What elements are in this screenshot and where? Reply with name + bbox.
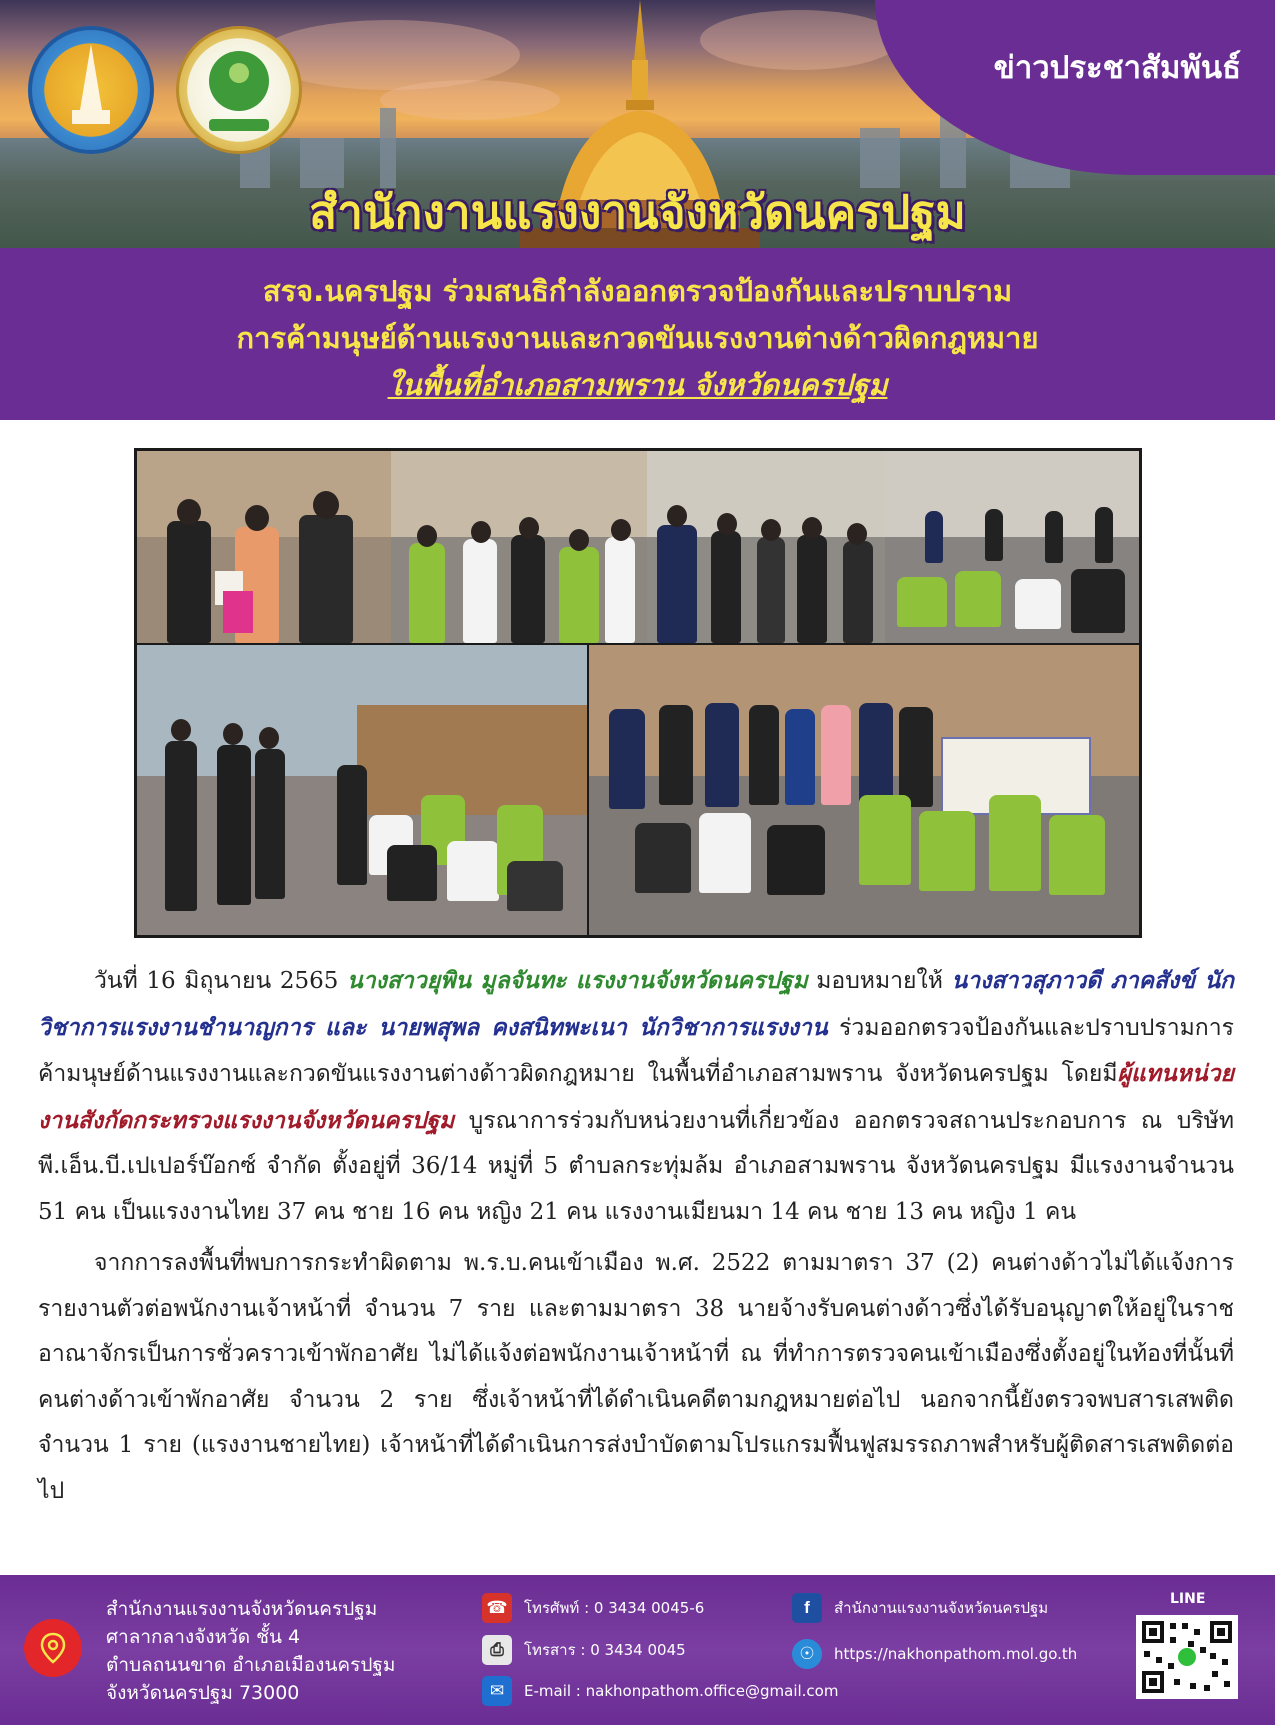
photo-handover xyxy=(137,451,391,643)
office-title: สำนักงานแรงงานจังหวัดนครปฐม xyxy=(309,185,966,239)
article-body xyxy=(38,958,1234,1514)
location-pin-icon xyxy=(24,1619,82,1677)
headline-line-3: ในพื้นที่อำเภอสามพราน จังหวัดนครปฐม xyxy=(387,368,888,402)
ministry-of-labour-logo xyxy=(176,26,302,154)
article-paragraph-1: วันที่ 16 มิถุนายน 2565 นางสาวยุพิน มูลจันทะ แรงงานจังหวัดนครปฐม มอบหมายให้ นางสาวสุภาวดี ภาคสังข์ นักวิชาการแรงงานชำนาญการ และ นายพสุพล คงสนิทพะเนา นักวิชาการแรงงาน ร่วมออกตรวจป้องกันและปราบปรามการค้ามนุษย์ด้านแรงงานและกวดขันแรงงานต่างด้าวผิดกฎหมาย ในพื้นที่อำเภอสามพราน จังหวัดนครปฐม โดยมีผู้แทนหน่วยงานสังกัดกระทรวงแรงงานจังหวัดนครปฐม บูรณาการร่วมกับหน่วยงานที่เกี่ยวข้อง ออกตรวจสถานประกอบการ ณ บริษัท พี.เอ็น.บี.เปเปอร์บ๊อกซ์ จำกัด ตั้งอยู่ที่ 36/14 หมู่ที่ 5 ตำบลกระทุ่มล้ม อำเภอสามพราน จังหวัดนครปฐม มีแรงงานจำนวน 51 คน เป็นแรงงานไทย 37 คน ชาย 16 คน หญิง 21 คน แรงงานเมียนมา 14 คน ชาย 13 คน หญิง 1 คน xyxy=(38,967,1234,1225)
line-qr-code[interactable] xyxy=(1136,1615,1238,1699)
facebook-contact[interactable]: f สำนักงานแรงงานจังหวัดนครปฐม xyxy=(792,1593,1048,1623)
office-address: สำนักงานแรงงานจังหวัดนครปฐม ศาลากลางจังหวัด ชั้น 4 ตำบลถนนขาด อำเภอเมืองนครปฐม จังหวัดนครปฐม 73000 xyxy=(106,1598,396,1704)
photo-workers-seated xyxy=(885,451,1139,643)
fax-icon: ⎙ xyxy=(482,1635,512,1665)
facebook-icon: f xyxy=(792,1593,822,1623)
line-label: LINE xyxy=(1170,1591,1206,1607)
photo-group-banner xyxy=(589,645,1139,935)
phone-contact: ☎ โทรศัพท์ : 0 3434 0045-6 xyxy=(482,1593,704,1623)
footer-contact-bar xyxy=(0,1575,1275,1725)
article-paragraph-2: จากการลงพื้นที่พบการกระทำผิดตาม พ.ร.บ.คนเข้าเมือง พ.ศ. 2522 ตามมาตรา 37 (2) คนต่างด้าวไม่ได้แจ้งการรายงานตัวต่อพนักงานเจ้าหน้าที่ จำนวน 7 ราย และตามมาตรา 38 นายจ้างรับคนต่างด้าวซึ่งได้รับอนุญาตให้อยู่ในราชอาณาจักรเป็นการชั่วคราวเข้าพักอาศัย ไม่ได้แจ้งต่อพนักงานเจ้าหน้าที่ ณ ที่ทำการตรวจคนเข้าเมืองซึ่งตั้งอยู่ในท้องที่นั้นที่คนต่างด้าวเข้าพักอาศัย จำนวน 2 ราย ซึ่งเจ้าหน้าที่ได้ดำเนินคดีตามกฎหมายต่อไป นอกจากนี้ยังตรวจพบสารเสพติด จำนวน 1 ราย (แรงงานชายไทย) เจ้าหน้าที่ได้ดำเนินการส่งบำบัดตามโปรแกรมฟื้นฟูสมรรถภาพสำหรับผู้ติดสารเสพติดต่อไป xyxy=(38,1250,1234,1504)
headline-line-1: สรจ.นครปฐม ร่วมสนธิกำลังออกตรวจป้องกันและปราบปราม xyxy=(262,274,1013,308)
headline-block xyxy=(0,248,1275,420)
official-name-head: นางสาวยุพิน มูลจันทะ แรงงานจังหวัดนครปฐม xyxy=(347,967,808,994)
globe-icon: ☉ xyxy=(792,1639,822,1669)
headline-line-2: การค้ามนุษย์ด้านแรงงานและกวดขันแรงงานต่างด้าวผิดกฎหมาย xyxy=(236,321,1039,355)
phone-icon: ☎ xyxy=(482,1593,512,1623)
website-contact[interactable]: ☉ https://nakhonpathom.mol.go.th xyxy=(792,1639,1077,1669)
photo-workers-crouching xyxy=(137,645,587,935)
fax-contact: ⎙ โทรสาร : 0 3434 0045 xyxy=(482,1635,686,1665)
email-icon: ✉ xyxy=(482,1676,512,1706)
email-contact[interactable]: ✉ E-mail : nakhonpathom.office@gmail.com xyxy=(482,1676,838,1706)
header-banner xyxy=(0,0,1275,248)
official-names-assigned: นางสาวสุภาวดี ภาคสังข์ นักวิชาการแรงงานชำนาญการ และ นายพสุพล คงสนิทพะเนา นักวิชาการแรงงาน xyxy=(38,967,1234,1041)
provincial-seal-logo xyxy=(28,26,154,154)
photo-group-gathering xyxy=(391,451,647,643)
agency-representatives: ผู้แทนหน่วยงานสังกัดกระทรวงแรงงานจังหวัดนครปฐม xyxy=(38,1060,1234,1134)
ribbon-label: ข่าวประชาสัมพันธ์ xyxy=(993,50,1241,86)
photo-inspection-officers xyxy=(647,451,885,643)
photo-collage xyxy=(134,448,1142,938)
